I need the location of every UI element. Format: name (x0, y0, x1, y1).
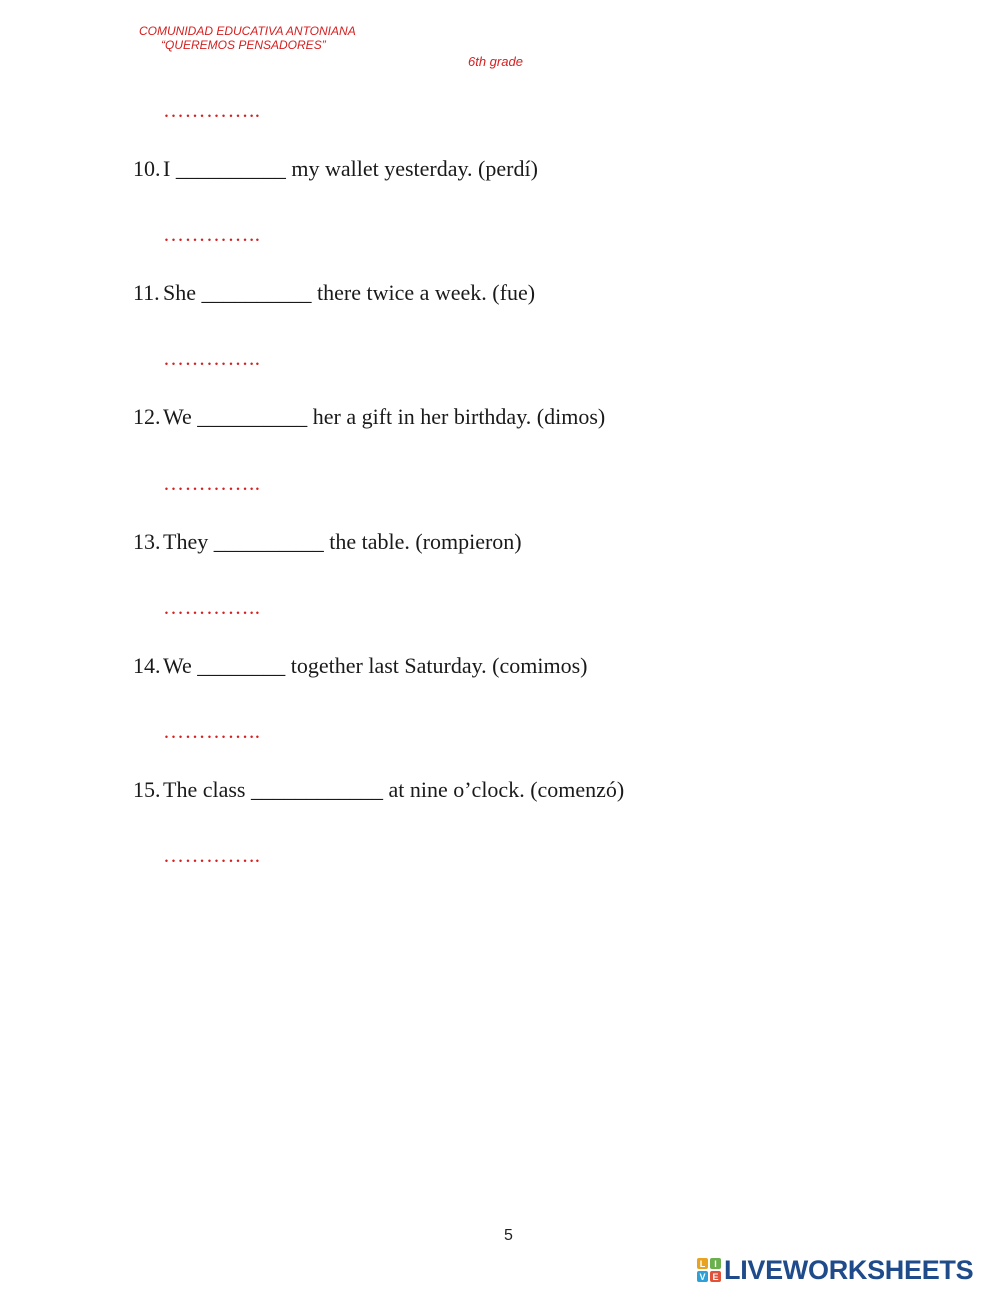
brand-name: LIVEWORKSHEETS (724, 1255, 974, 1285)
answer-slot-11[interactable]: ………….. (163, 346, 261, 370)
question-14 (133, 653, 588, 679)
question-text: We ________ together last Saturday. (comimos) (163, 653, 588, 678)
logo-cell: V (697, 1271, 708, 1282)
logo-cell: I (710, 1258, 721, 1269)
school-motto: “QUEREMOS PENSADORES” (161, 38, 326, 52)
question-text: We __________ her a gift in her birthday. (dimos) (163, 404, 606, 429)
question-number: 14. (133, 653, 161, 678)
logo-grid-icon (697, 1258, 721, 1282)
question-11 (133, 280, 535, 306)
question-12 (133, 404, 605, 430)
school-name: COMUNIDAD EDUCATIVA ANTONIANA (139, 24, 356, 38)
logo-cell: E (710, 1271, 721, 1282)
page-number: 5 (504, 1227, 513, 1244)
answer-slot-12[interactable]: ………….. (163, 471, 261, 495)
answer-slot-15[interactable]: ………….. (163, 843, 261, 867)
question-text: They __________ the table. (rompieron) (163, 529, 522, 554)
answer-slot-14[interactable]: ………….. (163, 719, 261, 743)
liveworksheets-logo[interactable] (697, 1254, 973, 1286)
question-15 (133, 777, 624, 803)
question-number: 11. (133, 280, 160, 305)
question-number: 15. (133, 777, 161, 802)
logo-cell: L (697, 1258, 708, 1269)
answer-slot[interactable]: ………….. (163, 98, 261, 122)
question-number: 13. (133, 529, 161, 554)
answer-slot-10[interactable]: ………….. (163, 222, 261, 246)
grade-label: 6th grade (468, 54, 523, 69)
question-13 (133, 529, 522, 555)
answer-slot-13[interactable]: ………….. (163, 595, 261, 619)
question-number: 10. (133, 156, 161, 181)
question-text: She __________ there twice a week. (fue) (163, 280, 536, 305)
question-number: 12. (133, 404, 161, 429)
question-10 (133, 156, 538, 182)
question-text: I __________ my wallet yesterday. (perdí) (163, 156, 538, 181)
question-text: The class ____________ at nine o’clock. (comenzó) (163, 777, 625, 802)
